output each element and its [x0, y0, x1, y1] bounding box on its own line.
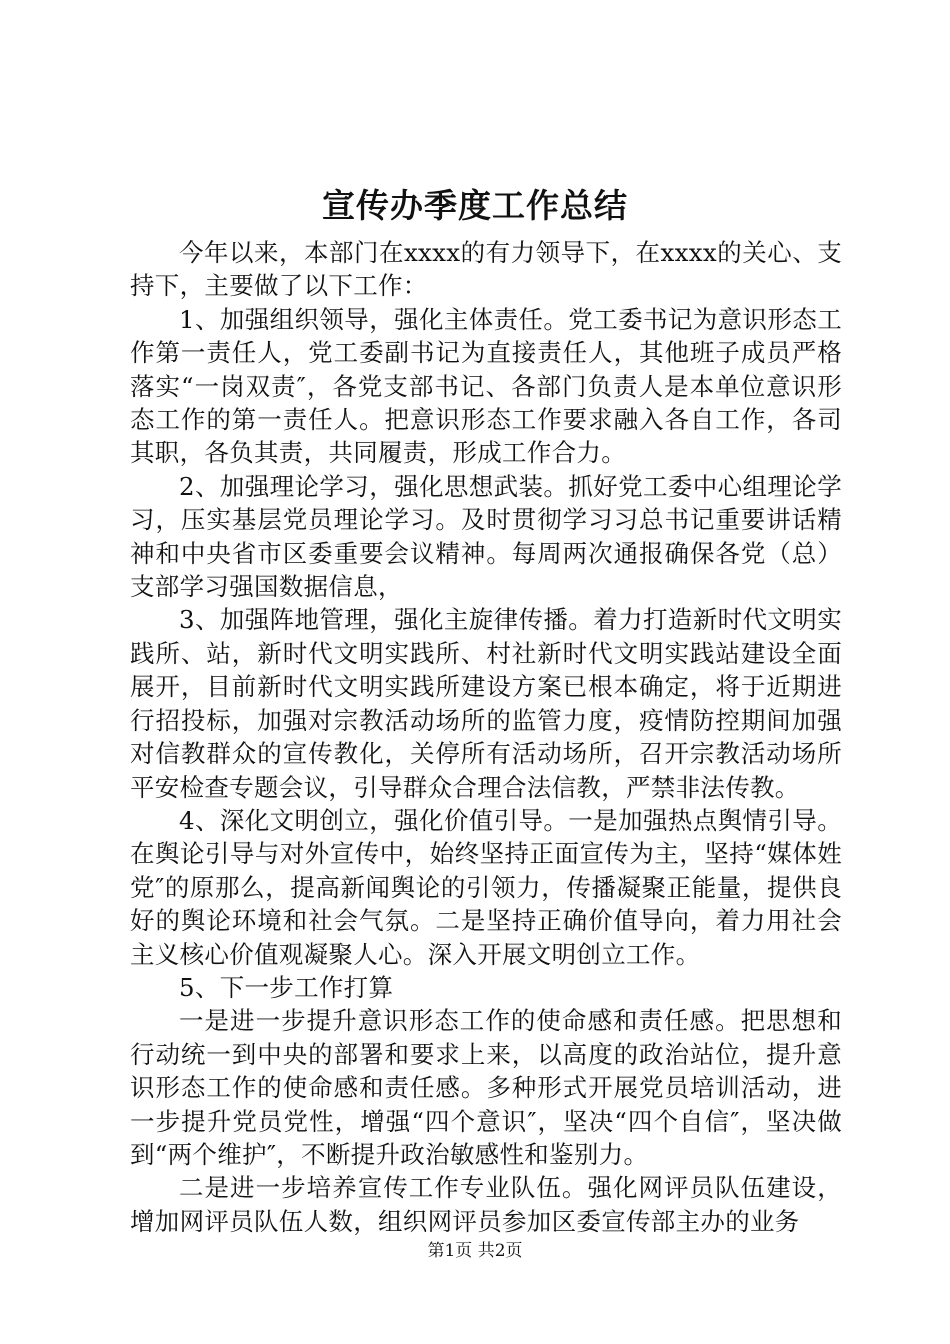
paragraph-section-4: 4、深化文明创立，强化价值引导。一是加强热点舆情引导。在舆论引导与对外宣传中，始终坚持正面宣传为主，坚持“媒体姓党″的原那么，提高新闻舆论的引领力，传播凝聚正能量，提供良好的舆论环境和社会气氛。二是坚持正确价值导向，着力用社会主义核心价值观凝聚人心。深入开展文明创立工作。	[130, 805, 842, 969]
page-footer: 第1页 共2页	[427, 1241, 523, 1261]
document-body	[130, 236, 842, 1238]
paragraph-section-2: 2、加强理论学习，强化思想武装。抓好党工委中心组理论学习，压实基层党员理论学习。及时贯彻学习习总书记重要讲话精神和中央省市区委重要会议精神。每周两次通报确保各党（总）支部学习强国数据信息，	[130, 471, 842, 602]
document-title: 宣传办季度工作总结	[322, 186, 628, 225]
paragraph-plan-1: 一是进一步提升意识形态工作的使命感和责任感。把思想和行动统一到中央的部署和要求上来，以高度的政治站位，提升意识形态工作的使命感和责任感。多种形式开展党员培训活动，进一步提升党员党性，增强“四个意识″，坚决“四个自信″，坚决做到“两个维护″，不断提升政治敏感性和鉴别力。	[130, 1006, 842, 1169]
paragraph-section-1: 1、加强组织领导，强化主体责任。党工委书记为意识形态工作第一责任人，党工委副书记为直接责任人，其他班子成员严格落实“一岗双责″，各党支部书记、各部门负责人是本单位意识形态工作的第一责任人。把意识形态工作要求融入各自工作，各司其职，各负其责，共同履责，形成工作合力。	[130, 304, 842, 468]
paragraph-section-5-heading: 5、下一步工作打算	[179, 972, 394, 1002]
paragraph-intro: 今年以来，本部门在xxxx的有力领导下，在xxxx的关心、支持下，主要做了以下工作：	[130, 238, 842, 301]
paragraph-section-3: 3、加强阵地管理，强化主旋律传播。着力打造新时代文明实践所、站，新时代文明实践所、村社新时代文明实践站建设全面展开，目前新时代文明实践所建设方案已根本确定，将于近期进行招投标，加强对宗教活动场所的监管力度，疫情防控期间加强对信教群众的宣传教化，关停所有活动场所，召开宗教活动场所平安检查专题会议，引导群众合理合法信教，严禁非法传教。	[130, 605, 842, 802]
paragraph-plan-2: 二是进一步培养宣传工作专业队伍。强化网评员队伍建设，增加网评员队伍人数，组织网评员参加区委宣传部主办的业务	[130, 1173, 842, 1236]
